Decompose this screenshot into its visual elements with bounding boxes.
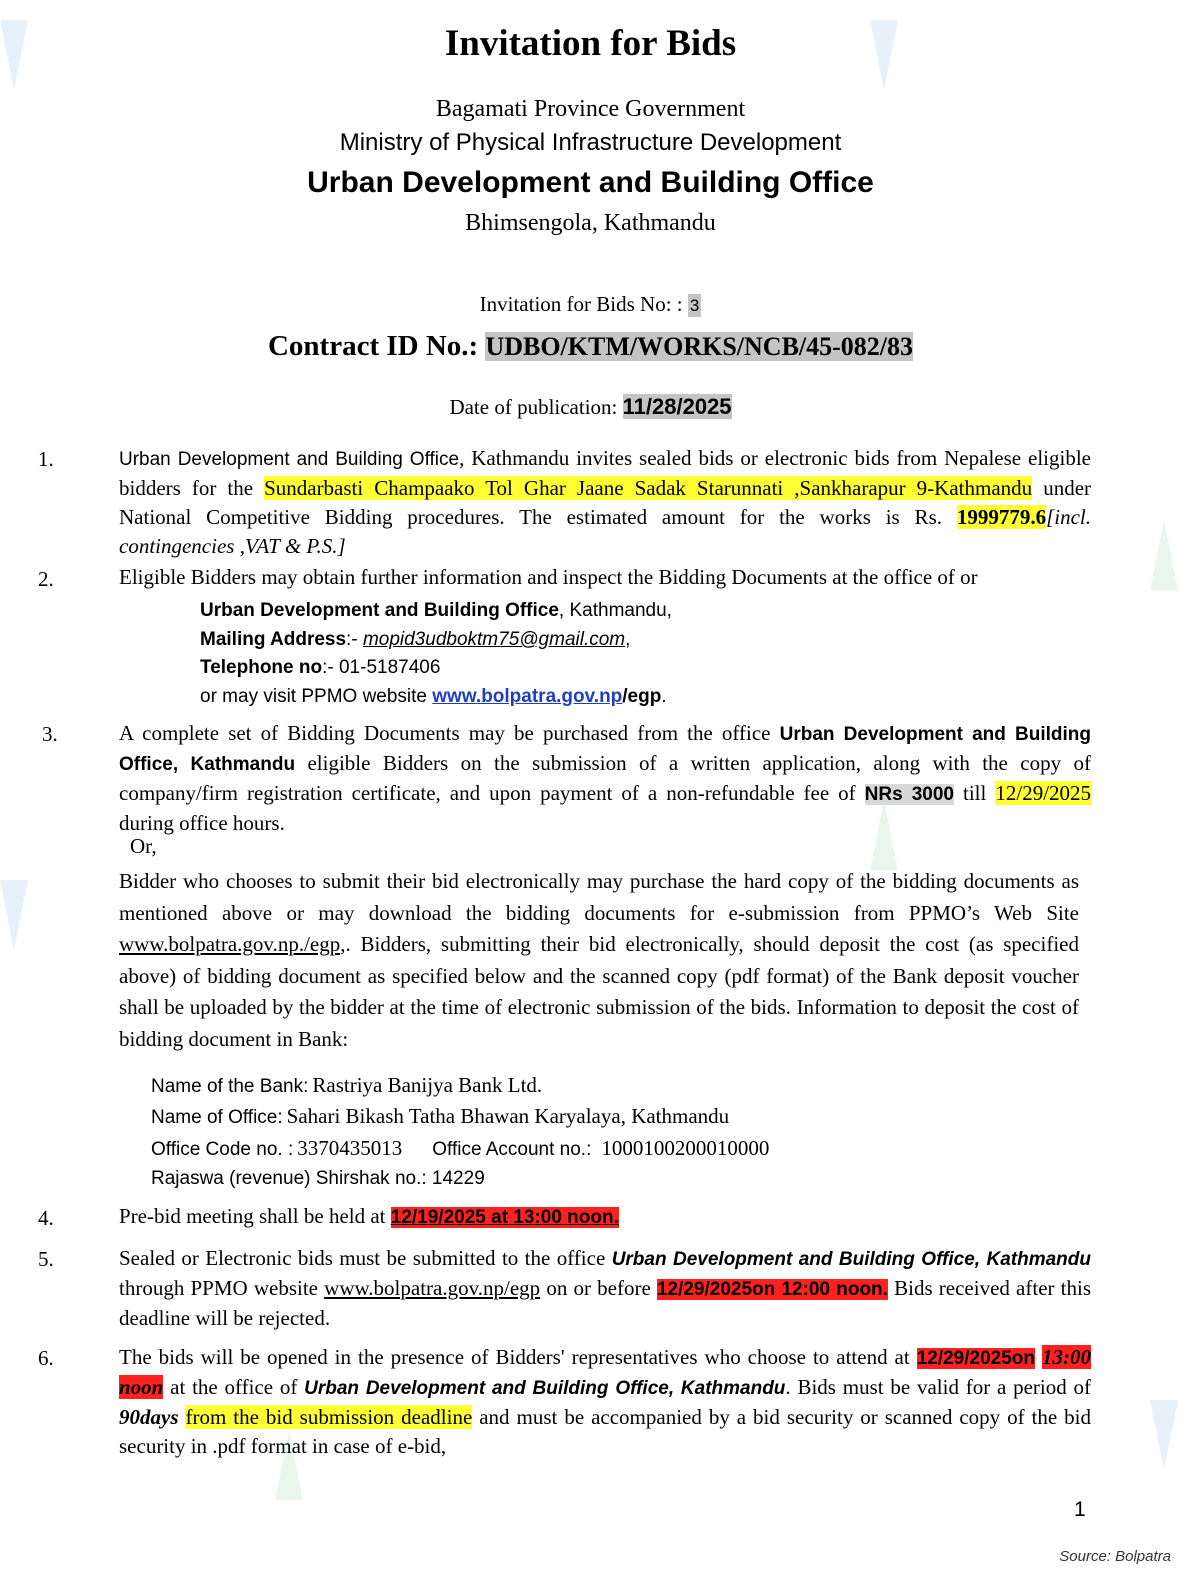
p5-text-d: Bids received after this deadline will be rejected. (119, 1276, 1092, 1330)
p3-text-f: ,. Bidders, submitting their bid electronically, should deposit the cost (as specified above) of bidding document as specified below and the scanned copy (pdf format) of the Bank deposit voucher shall be uploaded by the bidder at the time of electronic submission of the bids. Information to deposit the cost of bidding document in Bank: (119, 932, 1079, 1051)
header-office: Urban Development and Building Office (307, 166, 874, 199)
bolpatra-link-2[interactable]: www.bolpatra.gov.np./egp (119, 932, 341, 956)
ifb-value: 3 (689, 296, 700, 315)
publication-value: 11/28/2025 (622, 394, 732, 419)
bolpatra-link-3[interactable]: www.bolpatra.gov.np/egp (324, 1276, 541, 1300)
revenue-value: 14229 (431, 1168, 485, 1189)
item-number: 6. (38, 1346, 54, 1370)
paragraph-6 (119, 1343, 1091, 1461)
item-number: 5. (38, 1247, 54, 1271)
validity-days: 90days (119, 1405, 179, 1429)
header-government: Bagamati Province Government (435, 96, 746, 122)
office-name: Urban Development and Building Office (119, 449, 460, 470)
pre-bid-line (119, 1204, 619, 1229)
p5-text-b: through PPMO website (119, 1276, 318, 1300)
p2-office-suffix: , Kathmandu, (558, 600, 672, 621)
estimated-amount: 1999779.6 (956, 505, 1047, 529)
page-number: 1 (1074, 1498, 1086, 1521)
ifb-number-line (0, 292, 1181, 317)
watermark-arrow-icon (1150, 1400, 1178, 1470)
email-link[interactable]: mopid3udboktm75@gmail.com (362, 629, 626, 650)
website-line (200, 686, 667, 708)
opening-date: 12/29/2025on (916, 1348, 1036, 1369)
header-location: Bhimsengola, Kathmandu (465, 210, 716, 236)
header-ministry: Ministry of Physical Infrastructure Development (339, 129, 842, 156)
p3-text-c: till (963, 781, 987, 805)
p6-text-d: and must be accompanied by a bid security or scanned copy of the bid security in .pdf format in case of e-bid, (119, 1405, 1092, 1458)
revenue-line (151, 1168, 485, 1190)
paragraph-5 (119, 1244, 1091, 1333)
bolpatra-link[interactable]: www.bolpatra.gov.np (432, 686, 623, 707)
telephone-line (200, 657, 440, 679)
bank-office-line (151, 1104, 729, 1129)
watermark-arrow-icon (0, 880, 28, 950)
p1-text-c: under National Competitive Bidding procedures. The estimated amount for the works is Rs. (119, 476, 1092, 529)
watermark-arrow-icon (1150, 520, 1178, 590)
site-dot: . (661, 686, 667, 707)
p2-office: Urban Development and Building Office (200, 600, 559, 621)
revenue-label: Rajaswa (revenue) Shirshak no.: (151, 1168, 427, 1189)
p1-text-d: [incl. contingencies ,VAT & P.S.] (119, 505, 1092, 558)
purchase-deadline: 12/29/2025 (995, 781, 1092, 805)
submission-deadline: 12/29/2025on 12:00 noon. (656, 1279, 888, 1300)
mail-suffix: , (625, 629, 631, 650)
item-number: 4. (38, 1206, 54, 1230)
p2-text: Eligible Bidders may obtain further information and inspect the Bidding Documents at the office of or (119, 565, 978, 589)
source-credit: Source: Bolpatra (1059, 1548, 1171, 1565)
p1-text-b: , Kathmandu invites sealed bids or electronic bids from Nepalese eligible bidders for the (119, 446, 1091, 500)
p6-text-b: at the office of (170, 1375, 298, 1399)
p3-office: Urban Development and Building Office, Kathmandu (119, 724, 1092, 775)
contract-label: Contract ID No.: (267, 330, 479, 362)
p5-office: Urban Development and Building Office, Kathmandu (611, 1249, 1091, 1270)
office-code-value: 3370435013 (297, 1136, 403, 1160)
p3-text-a: A complete set of Bidding Documents may be purchased from the office (119, 721, 771, 745)
mail-sep: :- (346, 629, 358, 650)
publication-line (0, 394, 1181, 420)
p3-text-d: during office hours. (119, 811, 285, 835)
p3-text-b: eligible Bidders on the submission of a written application, along with the copy of company/firm registration certificate, and upon payment of a non-refundable fee of (119, 751, 1091, 805)
account-label: Office Account no.: (432, 1139, 592, 1160)
p5-text-a: Sealed or Electronic bids must be submitted to the office (119, 1246, 606, 1270)
contract-id-line (0, 330, 1181, 363)
p5-text-c: on or before (546, 1276, 651, 1300)
opening-time: 13:00 noon (119, 1345, 1091, 1399)
bank-office-label: Name of Office: (151, 1107, 283, 1128)
p2-office-line (200, 600, 672, 622)
pre-bid-text: Pre-bid meeting shall be held at (119, 1204, 386, 1228)
p6-text-a: The bids will be opened in the presence of Bidders' representatives who choose to attend at (119, 1345, 910, 1369)
validity-from: from the bid submission deadline (185, 1405, 473, 1429)
or-text: Or, (130, 834, 157, 858)
p3-text-e: Bidder who chooses to submit their bid electronically may purchase the hard copy of the bidding documents as mentioned above or may download the bidding documents for e-submission from PPMO’s Web Site (119, 869, 1079, 925)
item-number: 2. (38, 567, 54, 591)
publication-label: Date of publication: (449, 395, 618, 419)
mailing-address-line (200, 629, 630, 651)
bank-name-label: Name of the Bank: (151, 1076, 309, 1097)
bank-office-value: Sahari Bikash Tatha Bhawan Karyalaya, Kathmandu (286, 1104, 730, 1128)
tel-label: Telephone no (200, 657, 323, 678)
project-name: Sundarbasti Champaako Tol Ghar Jaane Sadak Starunnati ,Sankharapur 9-Kathmandu (264, 476, 1033, 500)
office-code-label: Office Code no. : (151, 1139, 294, 1160)
item-number: 1. (38, 447, 54, 471)
p6-office: Urban Development and Building Office, Kathmandu (304, 1378, 786, 1399)
ifb-label: Invitation for Bids No: : (479, 292, 683, 316)
paragraph-3 (119, 719, 1091, 838)
contract-value: UDBO/KTM/WORKS/NCB/45-082/83 (485, 332, 914, 361)
p6-text-c: . Bids must be valid for a period of (785, 1375, 1092, 1399)
bank-code-line (151, 1136, 769, 1161)
pre-bid-datetime: 12/19/2025 at 13:00 noon. (390, 1207, 619, 1228)
item-number: 3. (42, 722, 58, 746)
tel-value: :- 01-5187406 (322, 657, 441, 678)
document-fee: NRs 3000 (864, 784, 954, 805)
visit-text: or may visit PPMO website (200, 686, 427, 707)
bank-name-line (151, 1073, 542, 1098)
paragraph-1 (119, 444, 1091, 561)
site-suffix: /egp (622, 686, 662, 707)
page-title: Invitation for Bids (444, 23, 737, 64)
paragraph-3-electronic (119, 866, 1079, 1055)
account-value: 1000100200010000 (601, 1136, 770, 1160)
bank-name-value: Rastriya Banijya Bank Ltd. (312, 1073, 543, 1097)
mail-label: Mailing Address (200, 629, 347, 650)
